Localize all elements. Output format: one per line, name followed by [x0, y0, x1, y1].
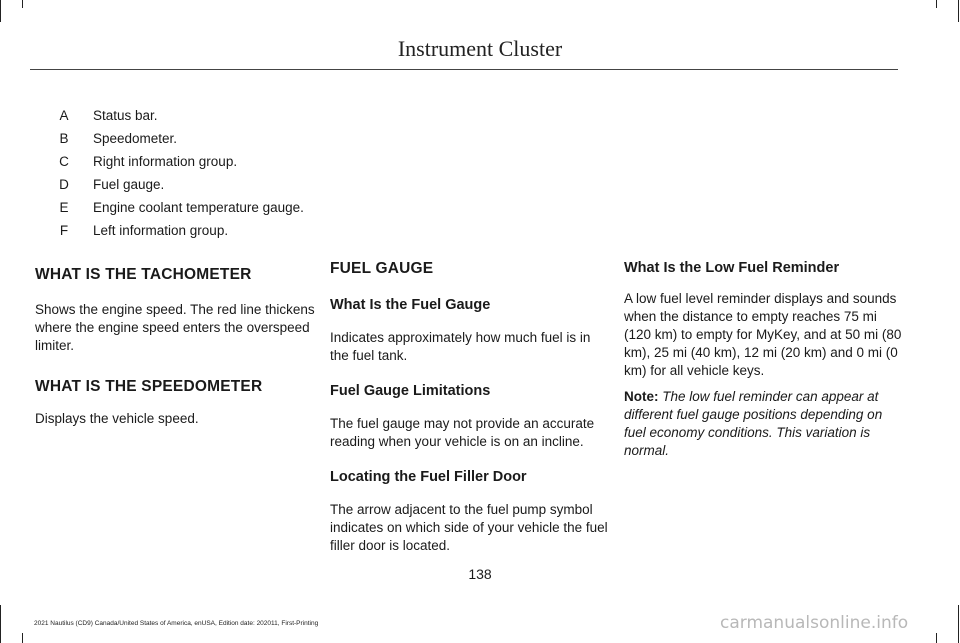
watermark: carmanualsonline.info [720, 613, 909, 633]
legend-item [58, 150, 358, 173]
legend-letter: C [59, 154, 69, 169]
crop-mark [936, 633, 937, 643]
tachometer-body: Shows the engine speed. The red line thickens where the engine speed enters the overspeed limiter. [35, 302, 315, 353]
legend-description: Fuel gauge. [93, 177, 165, 192]
fuel-gauge-heading: FUEL GAUGE [330, 260, 434, 277]
legend-item [58, 104, 358, 127]
fuel-filler-door-heading: Locating the Fuel Filler Door [330, 469, 527, 485]
low-fuel-reminder-heading: What Is the Low Fuel Reminder [624, 260, 840, 276]
legend-item [58, 196, 358, 219]
note-body: The low fuel reminder can appear at different fuel gauge positions depending on fuel economy conditions. This variation is normal. [624, 389, 883, 458]
legend-description: Speedometer. [93, 131, 178, 146]
legend-letter: B [59, 131, 69, 146]
note-label: Note: [624, 389, 659, 404]
page-title: Instrument Cluster [397, 36, 563, 61]
crop-mark [958, 0, 959, 22]
legend-letter: D [59, 177, 69, 192]
header-rule [30, 69, 898, 70]
fuel-gauge-limitations-heading: Fuel Gauge Limitations [330, 383, 491, 399]
legend-letter: E [59, 200, 69, 215]
legend-description: Engine coolant temperature gauge. [93, 200, 304, 215]
legend-letter: A [59, 108, 69, 123]
fuel-filler-door-body: The arrow adjacent to the fuel pump symbol indicates on which side of your vehicle the fuel filler door is located. [330, 502, 608, 553]
legend-item [58, 219, 358, 242]
middle-column [330, 259, 612, 555]
legend-description: Right information group. [93, 154, 238, 169]
legend-item [58, 127, 358, 150]
page-number: 138 [468, 566, 492, 582]
what-is-fuel-gauge-body: Indicates approximately how much fuel is in the fuel tank. [330, 330, 591, 363]
legend-list [58, 104, 358, 242]
edition-footer: 2021 Nautilus (CD9) Canada/United States of America, enUSA, Edition date: 202011, First-Printing [34, 620, 319, 627]
crop-mark [22, 633, 23, 643]
fuel-gauge-limitations-body: The fuel gauge may not provide an accurate reading when your vehicle is on an incline. [330, 416, 595, 449]
what-is-fuel-gauge-heading: What Is the Fuel Gauge [330, 297, 491, 313]
low-fuel-reminder-body: A low fuel level reminder displays and sounds when the distance to empty reaches 75 mi (120 km) to empty for MyKey, and at 50 mi (80 km), 25 mi (40 km), 12 mi (20 km) and 0 mi (0 km) for all vehicle keys. [624, 291, 902, 378]
crop-mark [958, 605, 959, 643]
speedometer-heading: WHAT IS THE SPEEDOMETER [35, 378, 263, 395]
left-column [35, 265, 317, 428]
legend-item [58, 173, 358, 196]
right-column [624, 258, 906, 460]
legend-description: Status bar. [93, 108, 158, 123]
tachometer-heading: WHAT IS THE TACHOMETER [35, 266, 252, 283]
speedometer-body: Displays the vehicle speed. [35, 411, 199, 426]
crop-mark [22, 0, 23, 8]
legend-letter: F [59, 223, 69, 238]
crop-mark [0, 0, 1, 22]
crop-mark [936, 0, 937, 8]
crop-mark [0, 605, 1, 643]
note-paragraph [624, 388, 906, 460]
legend-description: Left information group. [93, 223, 229, 238]
